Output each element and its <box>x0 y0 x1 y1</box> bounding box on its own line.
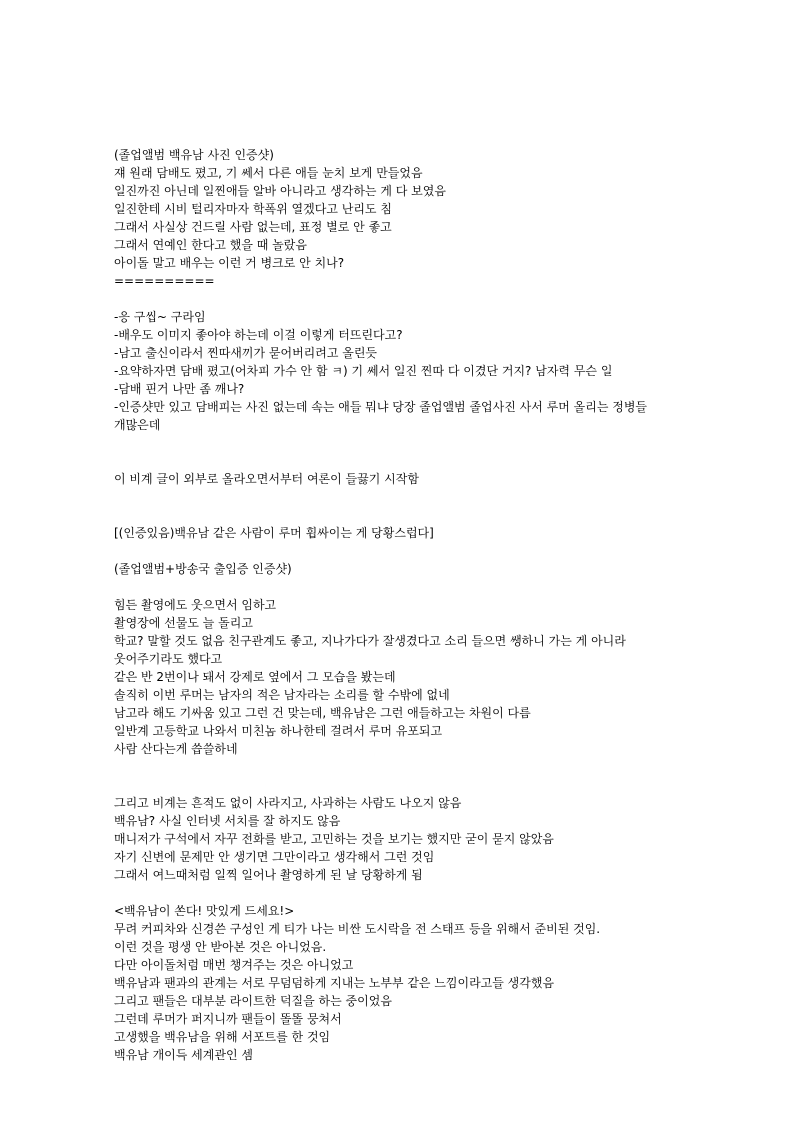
text-line: 사람 산다는게 씁쓸하네 <box>114 742 238 756</box>
text-line: 그런데 루머가 퍼지니까 팬들이 똘똘 뭉쳐서 <box>114 1012 342 1026</box>
comment-line: -인증샷만 있고 담배피는 사진 없는데 속는 애들 뭐냐 당장 졸업앨범 졸업사진 사서 루머 올리는 정병들 개많은데 <box>114 400 651 432</box>
text-line: 백유남? 사실 인터넷 서치를 잘 하지도 않음 <box>114 814 341 828</box>
post-title: [(인증있음)백유남 같은 사람이 루머 휩싸이는 게 당황스럽다] <box>114 526 434 540</box>
banner-text: <백유남이 쏜다! 맛있게 드세요!> <box>114 904 295 918</box>
text-line: 남고라 해도 기싸움 있고 그런 건 맞는데, 백유남은 그런 애들하고는 차원이 다름 <box>114 706 531 720</box>
text-line: 그래서 사실상 건드릴 사람 없는데, 표정 별로 안 좋고 <box>114 220 392 234</box>
text-line: 아이돌 말고 배우는 이런 거 병크로 안 치나? <box>114 256 345 270</box>
text-line: (졸업앨범 백유남 사진 인증샷) <box>114 148 274 162</box>
comment-line: -남고 출신이라서 찐따새끼가 묻어버리려고 올린듯 <box>114 346 378 360</box>
text-line: 백유남 개이득 세계관인 셈 <box>114 1048 253 1062</box>
text-line: 촬영장에 선물도 늘 돌리고 <box>114 616 253 630</box>
text-line: 자기 신변에 문제만 안 생기면 그만이라고 생각해서 그런 것임 <box>114 850 435 864</box>
text-line: 이 비계 글이 외부로 올라오면서부터 여론이 들끓기 시작함 <box>114 472 419 486</box>
divider-line: ========== <box>114 274 215 288</box>
text-line: (졸업앨범+방송국 출입증 인증샷) <box>114 562 292 576</box>
text-line: 일반계 고등학교 나와서 미친놈 하나한테 걸려서 루머 유포되고 <box>114 724 443 738</box>
section-narration-1 <box>114 470 690 488</box>
text-line: 일진까진 아닌데 일찐애들 알바 아니라고 생각하는 게 다 보였음 <box>114 184 446 198</box>
text-line: 백유남과 팬과의 관계는 서로 무덤덤하게 지내는 노부부 같은 느낌이라고들 생각했음 <box>114 976 555 990</box>
comment-line: -요약하자면 담배 폈고(어차피 가수 안 함 ㅋ) 기 쎄서 일진 찐따 다 이겼단 거지? 남자력 무슨 일 <box>114 364 613 378</box>
text-line: 고생했을 백유남을 위해 서포트를 한 것임 <box>114 1030 331 1044</box>
comment-line: -배우도 이미지 좋아야 하는데 이걸 이렇게 터뜨린다고? <box>114 328 403 342</box>
text-line: 솔직히 이번 루머는 남자의 적은 남자라는 소리를 할 수밖에 없네 <box>114 688 450 702</box>
section-narration-3 <box>114 902 690 1064</box>
section-rebuttal-title <box>114 524 690 542</box>
comment-line: -담배 핀거 나만 좀 깨나? <box>114 382 245 396</box>
text-line: 그래서 연예인 한다고 했을 때 놀랐음 <box>114 238 307 252</box>
text-line: 그리고 팬들은 대부분 라이트한 덕질을 하는 중이었음 <box>114 994 392 1008</box>
text-line: 그래서 여느때처럼 일찍 일어나 촬영하게 된 날 당황하게 됨 <box>114 868 423 882</box>
text-line: 매니저가 구석에서 자꾸 전화를 받고, 고민하는 것을 보기는 했지만 굳이 묻지 않았음 <box>114 832 554 846</box>
text-line: 이런 것을 평생 안 받아본 것은 아니었음. <box>114 940 327 954</box>
text-line: 학교? 말할 것도 없음 친구관계도 좋고, 지나가다가 잘생겼다고 소리 들으면 쌩하니 가는 게 아니라 웃어주기라도 했다고 <box>114 634 630 666</box>
comment-line: -응 구씹~ 구라임 <box>114 310 206 324</box>
text-line: 무려 커피차와 신경쓴 구성인 게 티가 나는 비싼 도시락을 전 스태프 등을 위해서 준비된 것임. <box>114 922 601 936</box>
text-line: 일진한테 시비 털리자마자 학폭위 열겠다고 난리도 침 <box>114 202 392 216</box>
section-rumor-post <box>114 146 690 290</box>
section-rebuttal-proof <box>114 560 690 578</box>
text-line: 쟤 원래 담배도 폈고, 기 쎄서 다른 애들 눈치 보게 만들었음 <box>114 166 423 180</box>
text-line: 그리고 비계는 흔적도 없이 사라지고, 사과하는 사람도 나오지 않음 <box>114 796 462 810</box>
section-narration-2 <box>114 794 690 884</box>
section-rebuttal-body <box>114 596 690 758</box>
text-line: 힘든 촬영에도 웃으면서 임하고 <box>114 598 277 612</box>
text-line: 같은 반 2번이나 돼서 강제로 옆에서 그 모습을 봤는데 <box>114 670 396 684</box>
text-line: 다만 아이돌처럼 매번 챙겨주는 것은 아니었고 <box>114 958 354 972</box>
section-comments <box>114 308 690 434</box>
document-page <box>114 146 690 1064</box>
